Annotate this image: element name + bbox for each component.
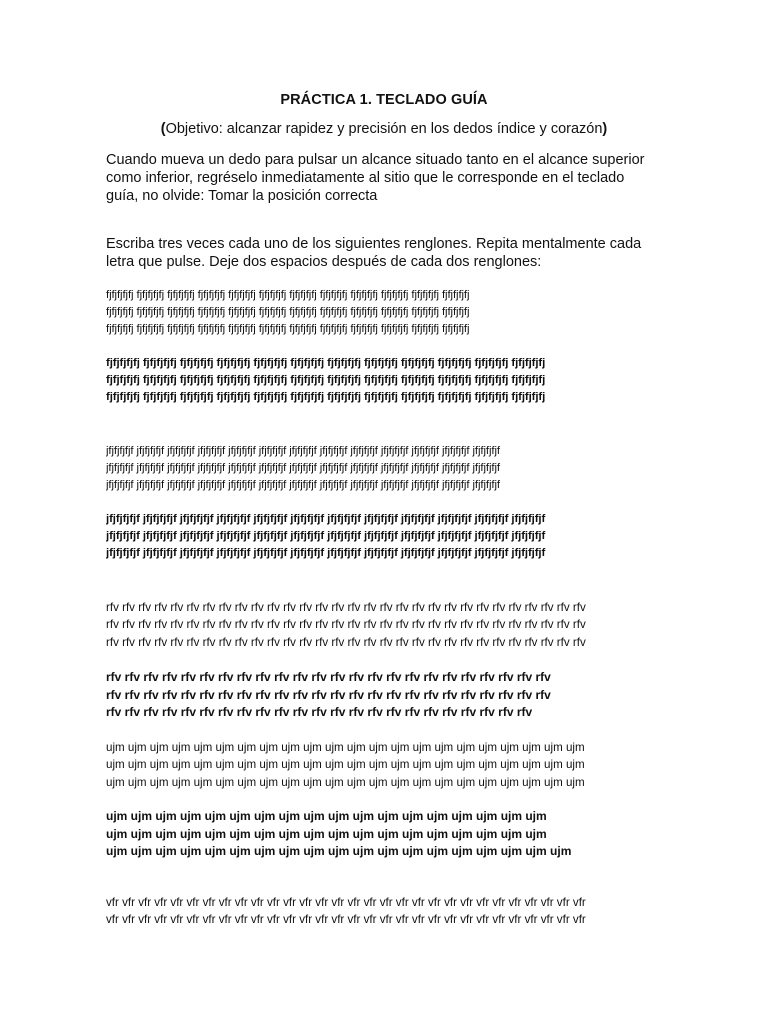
- exercise-line: rfv rfv rfv rfv rfv rfv rfv rfv rfv rfv rfv rfv rfv rfv rfv rfv rfv rfv rfv rfv rfv rfv rfv rfv rfv rfv rfv rfv rfv rfv: [106, 635, 586, 649]
- exercise-line: fjfjfjfjfj fjfjfjfjfj fjfjfjfjfj fjfjfjfjfj fjfjfjfjfj fjfjfjfjfj fjfjfjfjfj fjfjfjfjfj fjfjfjfjfj fjfjfjfjfj fjfjfjfjfj fjfjfjfjfj: [106, 323, 470, 336]
- exercise-block-fj-1: [106, 287, 676, 339]
- exercise-line: vfr vfr vfr vfr vfr vfr vfr vfr vfr vfr vfr vfr vfr vfr vfr vfr vfr vfr vfr vfr vfr vfr vfr vfr vfr vfr vfr vfr vfr vfr: [106, 913, 586, 927]
- exercise-line: jfjfjfjfjf jfjfjfjfjf jfjfjfjfjf jfjfjfjfjf jfjfjfjfjf jfjfjfjfjf jfjfjfjfjf jfjfjfjfjf jfjfjfjfjf jfjfjfjfjf jfjfjfjfjf jfjfjfjfjf: [106, 547, 546, 560]
- exercise-block-ujm-1: [106, 739, 676, 791]
- exercise-line: jfjfjfjfjf jfjfjfjfjf jfjfjfjfjf jfjfjfjfjf jfjfjfjfjf jfjfjfjfjf jfjfjfjfjf jfjfjfjfjf jfjfjfjfjf jfjfjfjfjf jfjfjfjfjf jfjfjfjfjf: [106, 530, 546, 543]
- exercise-block-ujm-2: [106, 808, 676, 861]
- exercise-line: fjfjfjfjfj fjfjfjfjfj fjfjfjfjfj fjfjfjfjfj fjfjfjfjfj fjfjfjfjfj fjfjfjfjfj fjfjfjfjfj fjfjfjfjfj fjfjfjfjfj fjfjfjfjfj fjfjfjfjfj: [106, 391, 546, 404]
- paragraph-line: Cuando mueva un dedo para pulsar un alcance situado tanto en el alcance superior: [106, 152, 645, 168]
- paragraph-line: Escriba tres veces cada uno de los siguientes renglones. Repita mentalmente cada: [106, 236, 642, 252]
- exercise-line: jfjfjfjfjf jfjfjfjfjf jfjfjfjfjf jfjfjfjfjf jfjfjfjfjf jfjfjfjfjf jfjfjfjfjf jfjfjfjfjf jfjfjfjfjf jfjfjfjfjf jfjfjfjfjf jfjfjfjfjf jfjfjfjfjf: [106, 462, 500, 475]
- objective-open-paren: (: [160, 121, 166, 137]
- objective-close-paren: ): [602, 121, 608, 137]
- exercise-line: fjfjfjfjfj fjfjfjfjfj fjfjfjfjfj fjfjfjfjfj fjfjfjfjfj fjfjfjfjfj fjfjfjfjfj fjfjfjfjfj fjfjfjfjfj fjfjfjfjfj fjfjfjfjfj fjfjfjfjfj: [106, 374, 546, 387]
- page-title: PRÁCTICA 1. TECLADO GUÍA: [280, 92, 488, 108]
- exercise-line: ujm ujm ujm ujm ujm ujm ujm ujm ujm ujm ujm ujm ujm ujm ujm ujm ujm ujm ujm: [106, 844, 572, 858]
- exercise-line: jfjfjfjfjf jfjfjfjfjf jfjfjfjfjf jfjfjfjfjf jfjfjfjfjf jfjfjfjfjf jfjfjfjfjf jfjfjfjfjf jfjfjfjfjf jfjfjfjfjf jfjfjfjfjf jfjfjfjfjf jfjfjfjfjf: [106, 445, 500, 457]
- exercise-block-rfv-1: [106, 599, 676, 651]
- exercise-line: ujm ujm ujm ujm ujm ujm ujm ujm ujm ujm ujm ujm ujm ujm ujm ujm ujm ujm: [106, 809, 547, 823]
- exercise-line: ujm ujm ujm ujm ujm ujm ujm ujm ujm ujm ujm ujm ujm ujm ujm ujm ujm ujm ujm ujm ujm ujm: [106, 758, 585, 772]
- exercise-instructions: [106, 235, 676, 271]
- exercise-line: ujm ujm ujm ujm ujm ujm ujm ujm ujm ujm ujm ujm ujm ujm ujm ujm ujm ujm ujm ujm ujm ujm: [106, 741, 585, 754]
- exercise-block-fj-2: [106, 355, 676, 407]
- exercise-block-jf-1: [106, 443, 676, 495]
- exercise-line: rfv rfv rfv rfv rfv rfv rfv rfv rfv rfv rfv rfv rfv rfv rfv rfv rfv rfv rfv rfv rfv rfv rfv: [106, 705, 533, 719]
- exercise-line: rfv rfv rfv rfv rfv rfv rfv rfv rfv rfv rfv rfv rfv rfv rfv rfv rfv rfv rfv rfv rfv rfv rfv rfv: [106, 687, 551, 702]
- exercise-line: vfr vfr vfr vfr vfr vfr vfr vfr vfr vfr vfr vfr vfr vfr vfr vfr vfr vfr vfr vfr vfr vfr vfr vfr vfr vfr vfr vfr vfr vfr: [106, 896, 586, 909]
- exercise-block-rfv-2: [106, 669, 676, 722]
- exercise-line: jfjfjfjfjf jfjfjfjfjf jfjfjfjfjf jfjfjfjfjf jfjfjfjfjf jfjfjfjfjf jfjfjfjfjf jfjfjfjfjf jfjfjfjfjf jfjfjfjfjf jfjfjfjfjf jfjfjfjfjf: [106, 513, 546, 525]
- exercise-line: fjfjfjfjfj fjfjfjfjfj fjfjfjfjfj fjfjfjfjfj fjfjfjfjfj fjfjfjfjfj fjfjfjfjfj fjfjfjfjfj fjfjfjfjfj fjfjfjfjfj fjfjfjfjfj fjfjfjfjfj: [106, 289, 470, 301]
- exercise-line: ujm ujm ujm ujm ujm ujm ujm ujm ujm ujm ujm ujm ujm ujm ujm ujm ujm ujm ujm ujm ujm ujm: [106, 775, 585, 789]
- paragraph-line: guía, no olvide: Tomar la posición correcta: [106, 188, 378, 204]
- exercise-block-vfr-1: [106, 894, 676, 929]
- instructions-paragraph: [106, 151, 676, 205]
- exercise-line: rfv rfv rfv rfv rfv rfv rfv rfv rfv rfv rfv rfv rfv rfv rfv rfv rfv rfv rfv rfv rfv rfv rfv rfv rfv rfv rfv rfv rfv rfv: [106, 618, 586, 632]
- exercise-line: ujm ujm ujm ujm ujm ujm ujm ujm ujm ujm ujm ujm ujm ujm ujm ujm ujm ujm: [106, 826, 547, 841]
- paragraph-line: letra que pulse. Deje dos espacios después de cada dos renglones:: [106, 254, 542, 270]
- exercise-line: fjfjfjfjfj fjfjfjfjfj fjfjfjfjfj fjfjfjfjfj fjfjfjfjfj fjfjfjfjfj fjfjfjfjfj fjfjfjfjfj fjfjfjfjfj fjfjfjfjfj fjfjfjfjfj fjfjfjfjfj: [106, 306, 470, 319]
- exercise-line: jfjfjfjfjf jfjfjfjfjf jfjfjfjfjf jfjfjfjfjf jfjfjfjfjf jfjfjfjfjf jfjfjfjfjf jfjfjfjfjf jfjfjfjfjf jfjfjfjfjf jfjfjfjfjf jfjfjfjfjf jfjfjfjfjf: [106, 479, 500, 492]
- paragraph-line: como inferior, regréselo inmediatamente al sitio que le corresponde en el teclado: [106, 170, 625, 186]
- exercise-block-jf-2: [106, 511, 676, 563]
- objective-line: [0, 121, 768, 137]
- exercise-line: rfv rfv rfv rfv rfv rfv rfv rfv rfv rfv rfv rfv rfv rfv rfv rfv rfv rfv rfv rfv rfv rfv rfv rfv rfv rfv rfv rfv rfv rfv: [106, 601, 586, 614]
- exercise-line: fjfjfjfjfj fjfjfjfjfj fjfjfjfjfj fjfjfjfjfj fjfjfjfjfj fjfjfjfjfj fjfjfjfjfj fjfjfjfjfj fjfjfjfjfj fjfjfjfjfj fjfjfjfjfj fjfjfjfjfj: [106, 357, 546, 369]
- exercise-line: rfv rfv rfv rfv rfv rfv rfv rfv rfv rfv rfv rfv rfv rfv rfv rfv rfv rfv rfv rfv rfv rfv rfv rfv: [106, 670, 551, 684]
- objective-text: Objetivo: alcanzar rapidez y precisión en los dedos índice y corazón: [165, 121, 603, 137]
